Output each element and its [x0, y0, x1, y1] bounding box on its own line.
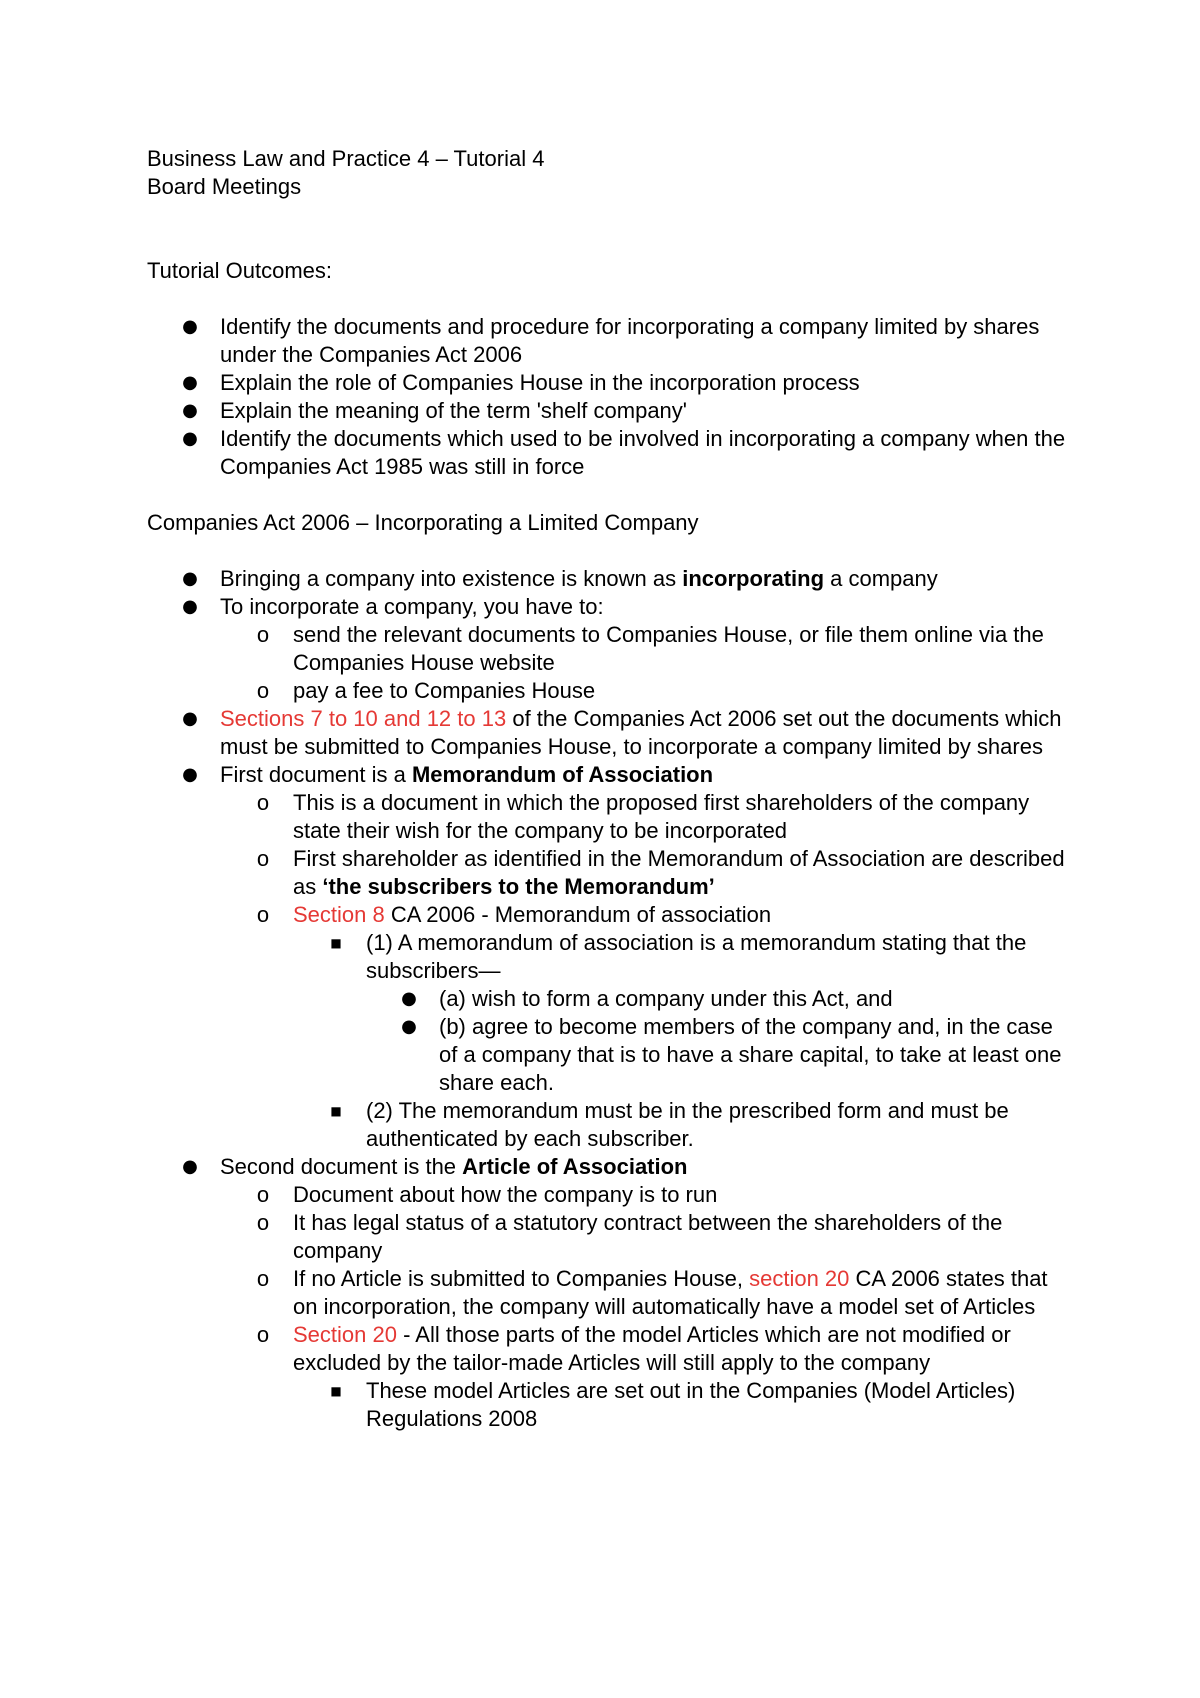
document-page	[147, 145, 1067, 1433]
legal-reference: Section 20	[293, 1322, 397, 1347]
list-item: ● (b) agree to become members of the company and, in the case of a company that is to have a share capital, to take at least one share each.	[147, 1013, 1067, 1097]
list-item: o Document about how the company is to run	[147, 1181, 1067, 1209]
bullet-circle-icon: o	[256, 1266, 270, 1291]
list-item: ● Sections 7 to 10 and 12 to 13 of the Companies Act 2006 set out the documents which must be submitted to Companies House, to incorporate a company limited by shares	[147, 705, 1067, 761]
list-item: ● Identify the documents and procedure for incorporating a company limited by shares under the Companies Act 2006	[147, 313, 1067, 369]
bullet-circle-icon: o	[256, 902, 270, 927]
bullet-square-icon: ■	[330, 1104, 342, 1118]
bullet-circle-icon: o	[256, 1210, 270, 1235]
list-item: ● To incorporate a company, you have to:	[147, 593, 1067, 621]
legal-reference: Sections 7 to 10 and 12 to 13	[220, 706, 507, 731]
bullet-dot-icon: ●	[182, 400, 198, 421]
bullet-dot-icon: ●	[182, 764, 198, 785]
bullet-circle-icon: o	[256, 846, 270, 871]
list-item: ● Second document is the Article of Association	[147, 1153, 1067, 1181]
bullet-dot-icon: ●	[182, 708, 198, 729]
bullet-circle-icon: o	[256, 790, 270, 815]
bullet-dot-icon: ●	[401, 1016, 417, 1037]
list-item: ● Identify the documents which used to be involved in incorporating a company when the Companies Act 1985 was still in force	[147, 425, 1067, 481]
bullet-dot-icon: ●	[182, 568, 198, 589]
section-list	[147, 565, 1067, 1433]
document-subtitle: Board Meetings	[147, 174, 302, 199]
bullet-dot-icon: ●	[182, 1156, 198, 1177]
bullet-circle-icon: o	[256, 1322, 270, 1347]
bullet-square-icon: ■	[330, 936, 342, 950]
outcomes-list	[147, 313, 1067, 481]
list-item: o send the relevant documents to Companies House, or file them online via the Companies House website	[147, 621, 1067, 677]
list-item: o pay a fee to Companies House	[147, 677, 1067, 705]
list-item: ■ (2) The memorandum must be in the prescribed form and must be authenticated by each subscriber.	[147, 1097, 1067, 1153]
bullet-square-icon: ■	[330, 1384, 342, 1398]
list-item: o Section 20 - All those parts of the model Articles which are not modified or excluded by the tailor-made Articles will still apply to the company	[147, 1321, 1067, 1377]
list-item: ■ (1) A memorandum of association is a memorandum stating that the subscribers—	[147, 929, 1067, 985]
section-heading: Companies Act 2006 – Incorporating a Limited Company	[147, 510, 699, 535]
list-item: o It has legal status of a statutory contract between the shareholders of the company	[147, 1209, 1067, 1265]
list-item: ● First document is a Memorandum of Association	[147, 761, 1067, 789]
bullet-circle-icon: o	[256, 622, 270, 647]
outcomes-heading: Tutorial Outcomes:	[147, 258, 333, 283]
list-item: ● Explain the meaning of the term 'shelf company'	[147, 397, 1067, 425]
bullet-circle-icon: o	[256, 678, 270, 703]
list-item: ● (a) wish to form a company under this Act, and	[147, 985, 1067, 1013]
list-item: o First shareholder as identified in the Memorandum of Association are described as ‘the subscribers to the Memorandum’	[147, 845, 1067, 901]
list-item: ■ These model Articles are set out in the Companies (Model Articles) Regulations 2008	[147, 1377, 1067, 1433]
bullet-dot-icon: ●	[401, 988, 417, 1009]
bullet-dot-icon: ●	[182, 428, 198, 449]
bullet-circle-icon: o	[256, 1182, 270, 1207]
list-item: o Section 8 CA 2006 - Memorandum of association	[147, 901, 1067, 929]
list-item: o This is a document in which the proposed first shareholders of the company state their wish for the company to be incorporated	[147, 789, 1067, 845]
list-item: o If no Article is submitted to Companies House, section 20 CA 2006 states that on incorporation, the company will automatically have a model set of Articles	[147, 1265, 1067, 1321]
legal-reference: section 20	[749, 1266, 850, 1291]
bullet-dot-icon: ●	[182, 596, 198, 617]
bullet-dot-icon: ●	[182, 316, 198, 337]
list-item: ● Explain the role of Companies House in the incorporation process	[147, 369, 1067, 397]
bullet-dot-icon: ●	[182, 372, 198, 393]
list-item: ● Bringing a company into existence is known as incorporating a company	[147, 565, 1067, 593]
document-title: Business Law and Practice 4 – Tutorial 4	[147, 146, 545, 171]
legal-reference: Section 8	[293, 902, 385, 927]
